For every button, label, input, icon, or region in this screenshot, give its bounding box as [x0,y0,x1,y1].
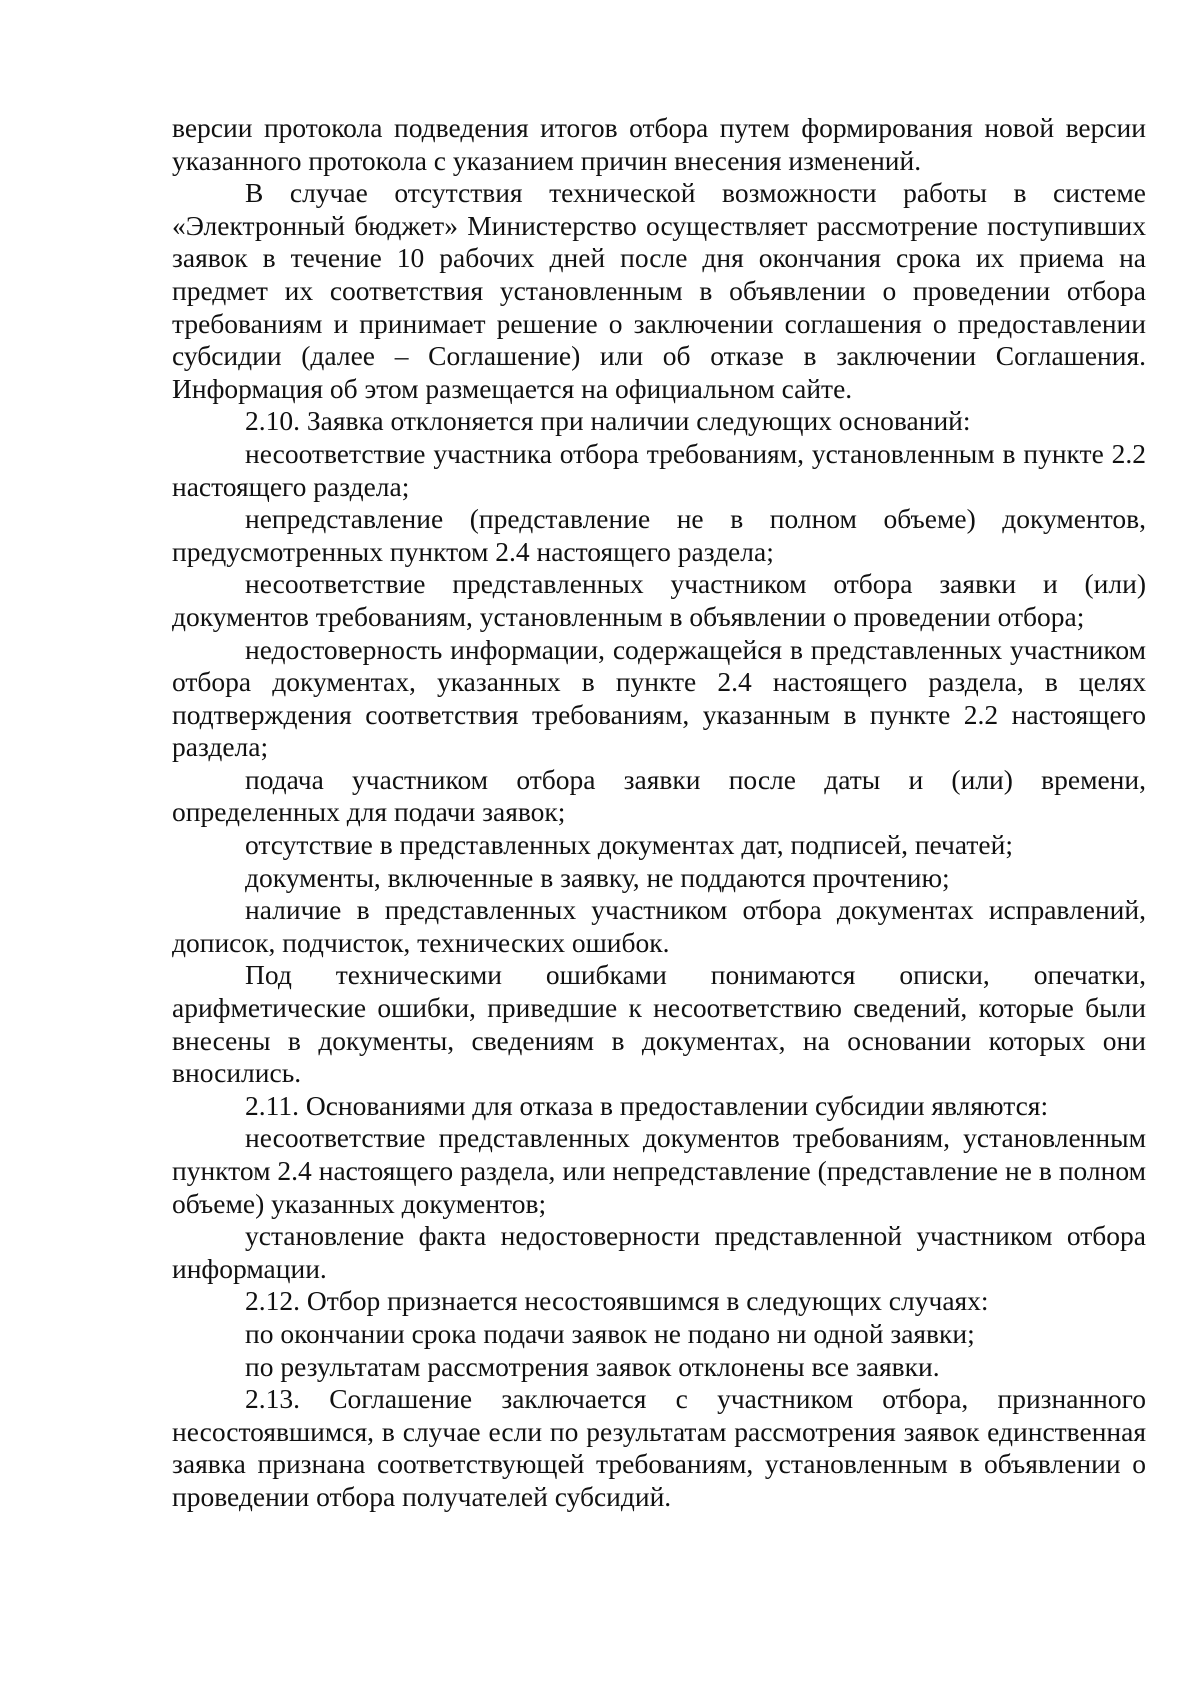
paragraph-2-12-item-2: по результатам рассмотрения заявок отклонены все заявки. [245,1350,940,1382]
paragraph-2-10-item-6: отсутствие в представленных документах дат, подписей, печатей; [245,829,1013,861]
paragraph-2-13: 2.13. Соглашение заключается с участником отбора, признанного несостоявшимся, в случае если по результатам рассмотрения заявок единственная заявка признана соответствующей требованиям, установленным в объявлении о проведении отбора получателей субсидий. [172,1383,1146,1512]
paragraph-2-11-heading: 2.11. Основаниями для отказа в предоставлении субсидии являются: [245,1089,1049,1121]
paragraph-2-10-item-5: подача участником отбора заявки после даты и (или) времени, определенных для подачи заявок; [172,763,1146,828]
paragraph-no-electronic-budget: В случае отсутствия технической возможности работы в системе «Электронный бюджет» Министерство осуществляет рассмотрение поступивших заявок в течение 10 рабочих дней после дня окончания срока их приема на предмет их соответствия установленным в объявлении о проведении отбора требованиям и принимает решение о заключении соглашения о предоставлении субсидии (далее – Соглашение) или об отказе в заключении Соглашения. Информация об этом размещается на официальном сайте. [172,177,1146,404]
paragraph-2-10-item-2: непредставление (представление не в полном объеме) документов, предусмотренных пунктом 2.4 настоящего раздела; [172,503,1146,567]
paragraph-2-10-item-7: документы, включенные в заявку, не поддаются прочтению; [245,861,950,893]
paragraph-continuation: версии протокола подведения итогов отбора путем формирования новой версии указанного протокола с указанием причин внесения изменений. [172,112,1146,176]
paragraph-2-12-item-1: по окончании срока подачи заявок не подано ни одной заявки; [245,1317,975,1349]
paragraph-2-10-heading: 2.10. Заявка отклоняется при наличии следующих оснований: [245,405,971,437]
paragraph-2-11-item-2: установление факта недостоверности представленной участником отбора информации. [172,1220,1146,1284]
paragraph-2-10-item-8: наличие в представленных участником отбора документах исправлений, дописок, подчисток, технических ошибок. [172,894,1146,958]
paragraph-technical-errors: Под техническими ошибками понимаются описки, опечатки, арифметические ошибки, приведшие к несоответствию сведений, которые были внесены в документы, сведениям в документах, на основании которых они вносились. [172,959,1146,1089]
paragraph-2-10-item-1: несоответствие участника отбора требованиям, установленным в пункте 2.2 настоящего раздела; [172,437,1146,502]
paragraph-2-12-heading: 2.12. Отбор признается несостоявшимся в следующих случаях: [245,1285,989,1317]
paragraph-2-10-item-3: несоответствие представленных участником отбора заявки и (или) документов требованиям, установленным в объявлении о проведении отбора; [172,568,1146,632]
paragraph-2-11-item-1: несоответствие представленных документов требованиям, установленным пунктом 2.4 настоящего раздела, или непредставление (представление не в полном объеме) указанных документов; [172,1122,1146,1219]
document-page [172,112,1146,1514]
paragraph-2-10-item-4: недостоверность информации, содержащейся в представленных участником отбора документах, указанных в пункте 2.4 настоящего раздела, в целях подтверждения соответствия требованиям, указанным в пункте 2.2 настоящего раздела; [172,633,1146,763]
